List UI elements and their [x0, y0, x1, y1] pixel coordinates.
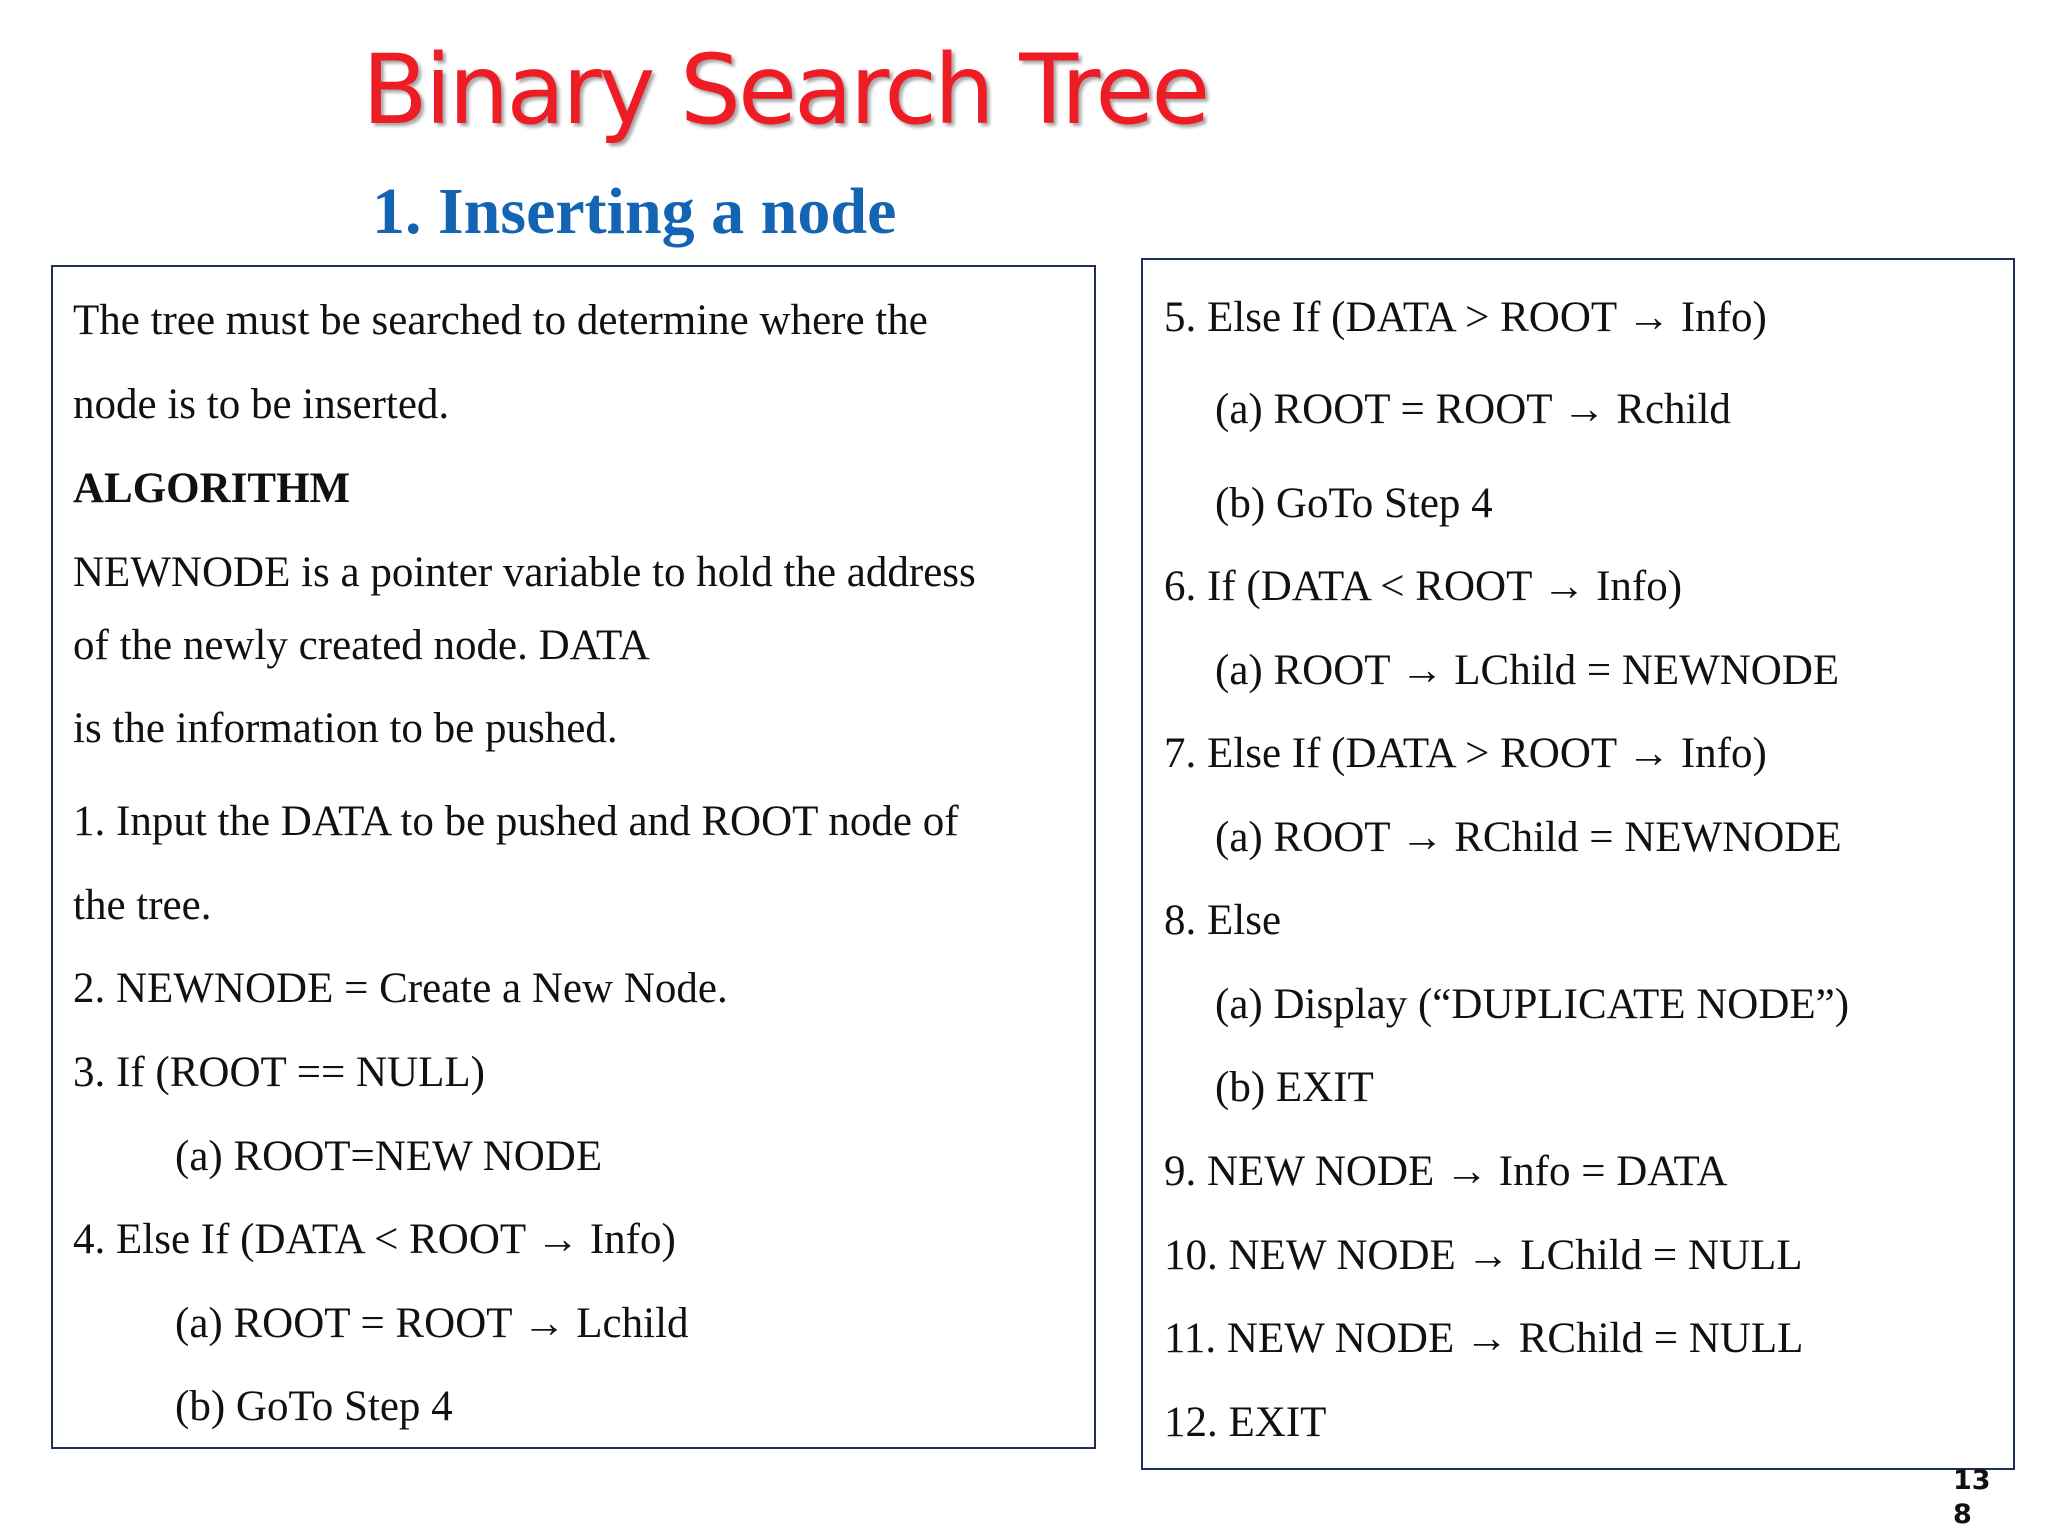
step-5a: (a) ROOT = ROOT → Rchild: [1215, 386, 1731, 433]
newnode-description-line-1: NEWNODE is a pointer variable to hold the address: [73, 549, 976, 596]
step-5b: (b) GoTo Step 4: [1215, 480, 1493, 527]
step-11: 11. NEW NODE → RChild = NULL: [1164, 1315, 1804, 1362]
step-5: 5. Else If (DATA > ROOT → Info): [1164, 294, 1767, 341]
newnode-description-line-2: of the newly created node. DATA: [73, 622, 650, 669]
step-8a: (a) Display (“DUPLICATE NODE”): [1215, 981, 1850, 1028]
page-number: [1953, 1464, 1991, 1532]
intro-line-2: node is to be inserted.: [73, 381, 450, 428]
step-10: 10. NEW NODE → LChild = NULL: [1164, 1232, 1803, 1279]
page-number-part-1: 13: [1953, 1465, 1991, 1496]
step-7: 7. Else If (DATA > ROOT → Info): [1164, 730, 1767, 777]
step-1-line-1: 1. Input the DATA to be pushed and ROOT node of: [73, 798, 959, 845]
step-6a: (a) ROOT → LChild = NEWNODE: [1215, 647, 1840, 694]
step-8: 8. Else: [1164, 897, 1282, 944]
intro-line-1: The tree must be searched to determine where the: [73, 297, 928, 344]
step-6: 6. If (DATA < ROOT → Info): [1164, 563, 1683, 610]
slide-title: Binary Search Tree: [362, 34, 1208, 146]
step-7a: (a) ROOT → RChild = NEWNODE: [1215, 814, 1842, 861]
slide-subtitle: 1. Inserting a node: [372, 175, 897, 248]
step-8b: (b) EXIT: [1215, 1064, 1374, 1111]
right-text-box: [1141, 258, 2015, 1470]
step-1-line-2: the tree.: [73, 882, 212, 929]
step-9: 9. NEW NODE → Info = DATA: [1164, 1148, 1728, 1195]
step-4a: (a) ROOT = ROOT → Lchild: [175, 1300, 689, 1347]
newnode-description-line-3: is the information to be pushed.: [73, 705, 618, 752]
page-number-part-2: 8: [1953, 1499, 1972, 1530]
algorithm-heading: ALGORITHM: [73, 465, 351, 512]
step-2: 2. NEWNODE = Create a New Node.: [73, 965, 728, 1012]
step-4b: (b) GoTo Step 4: [175, 1383, 453, 1430]
left-text-box: [51, 265, 1096, 1449]
step-12: 12. EXIT: [1164, 1399, 1327, 1446]
step-3a: (a) ROOT=NEW NODE: [175, 1133, 603, 1180]
step-4: 4. Else If (DATA < ROOT → Info): [73, 1216, 676, 1263]
step-3: 3. If (ROOT == NULL): [73, 1049, 485, 1096]
